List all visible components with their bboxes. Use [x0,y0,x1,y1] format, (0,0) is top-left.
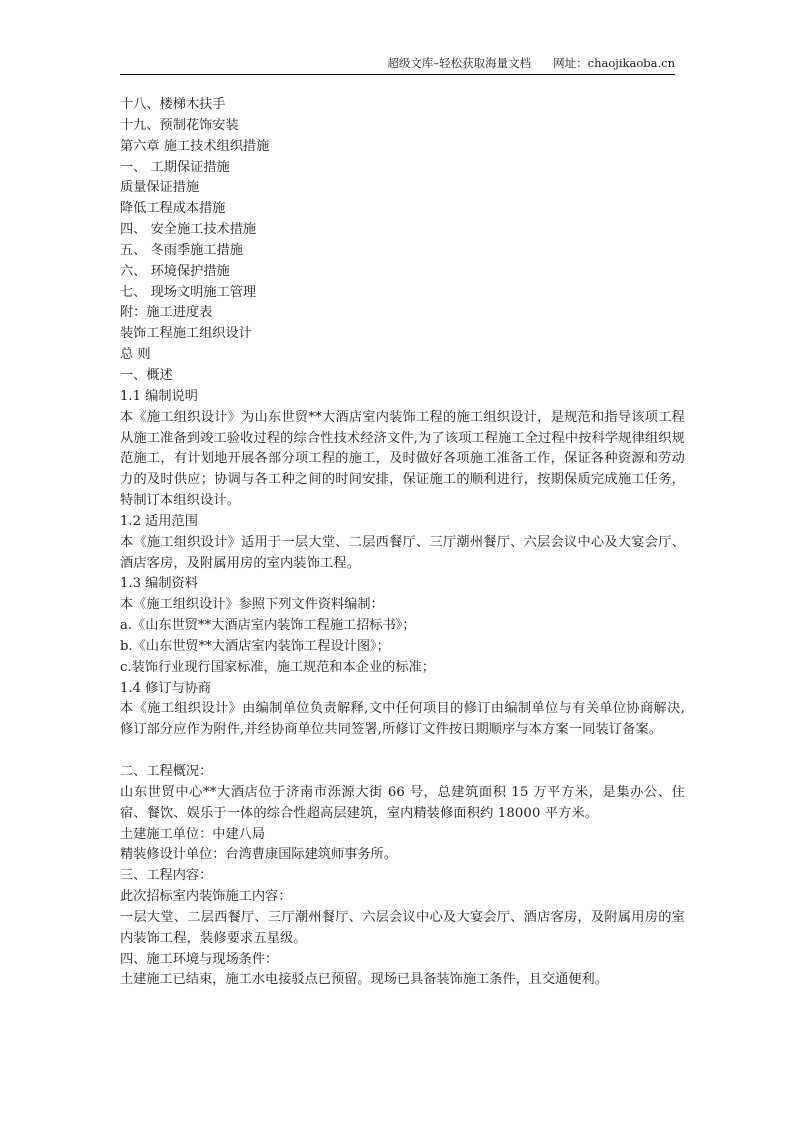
site-name: 超级文库–轻松获取海量文档 [387,56,532,70]
civil-contractor: 土建施工单位：中建八局 [120,826,266,842]
toc-item: 第六章 施工技术组织措施 [120,138,270,154]
toc-item: 十九、预制花饰安装 [120,117,239,133]
section-1-2-heading: 1.2 适用范围 [120,513,198,529]
section-1-3-heading: 1.3 编制资料 [120,576,198,592]
general-heading: 总 则 [120,347,151,363]
document-body [120,95,685,991]
toc-item: 一、 工期保证措施 [120,159,230,175]
toc-item: 附：施工进度表 [120,305,213,321]
toc-item: 质量保证措施 [120,180,200,196]
toc-item: 五、 冬雨季施工措施 [120,242,243,258]
toc-item: 六、 环境保护措施 [120,263,230,279]
section-1-4-heading: 1.4 修订与协商 [120,680,212,696]
section-2-paragraph: 山东世贸中心**大酒店位于济南市泺源大街 66 号，总建筑面积 15 万平方米，是集办公、住宿、餐饮、娱乐于一体的综合性超高层建筑，室内精装修面积约 18000 平方米。 [120,784,685,821]
toc-item: 四、 安全施工技术措施 [120,222,257,238]
section-2-heading: 二、工程概况： [120,764,213,779]
section-1-heading: 一、概述 [120,367,173,383]
toc-item: 十八、楼梯木扶手 [120,97,226,112]
reference-item: a.《山东世贸**大酒店室内装饰工程施工招标书》； [120,618,416,634]
section-1-2-paragraph: 本《施工组织设计》适用于一层大堂、二层西餐厅、三厅潮州餐厅、六层会议中心及大宴会厅、酒店客房，及附属用房的室内装饰工程。 [120,534,685,571]
site-url: 网址：chaojikaoba.cn [553,56,675,70]
section-1-1-heading: 1.1 编制说明 [120,388,198,404]
toc-item: 降低工程成本措施 [120,201,226,217]
section-3-intro: 此次招标室内装饰施工内容： [120,889,292,905]
document-title: 装饰工程施工组织设计 [120,326,252,342]
section-3-heading: 三、工程内容： [120,868,213,884]
reference-item: b.《山东世贸**大酒店室内装饰工程设计图》； [120,638,390,654]
blank-line [120,741,685,762]
page-header [120,56,675,75]
section-1-1-paragraph: 本《施工组织设计》为山东世贸**大酒店室内装饰工程的施工组织设计，是规范和指导该项工程从施工准备到竣工验收过程的综合性技术经济文件,为了该项工程施工全过程中按科学规律组织规范施工，有计划地开展各部分项工程的施工，及时做好各项施工准备工作，保证各种资源和劳动力的及时供应；协调与各工种之间的时间安排，保证施工的顺利进行，按期保质完成施工任务，特制订本组织设计。 [120,409,685,509]
toc-item: 七、 现场文明施工管理 [120,284,257,300]
reference-item: c.装饰行业现行国家标准，施工规范和本企业的标准； [120,659,435,675]
section-3-paragraph: 一层大堂、二层西餐厅、三厅潮州餐厅、六层会议中心及大宴会厅、酒店客房，及附属用房的室内装饰工程，装修要求五星级。 [120,909,685,946]
section-4-paragraph: 土建施工已结束，施工水电接驳点已预留。现场已具备装饰施工条件，且交通便利。 [120,972,608,988]
section-1-3-intro: 本《施工组织设计》参照下列文件资料编制： [120,597,384,613]
design-firm: 精装修设计单位：台湾曹康国际建筑师事务所。 [120,847,397,863]
section-4-heading: 四、施工环境与现场条件： [120,951,279,967]
section-1-4-paragraph: 本《施工组织设计》由编制单位负责解释,文中任何项目的修订由编制单位与有关单位协商解决,修订部分应作为附件,并经协商单位共同签署,所修订文件按日期顺序与本方案一同装订备案。 [120,701,685,738]
